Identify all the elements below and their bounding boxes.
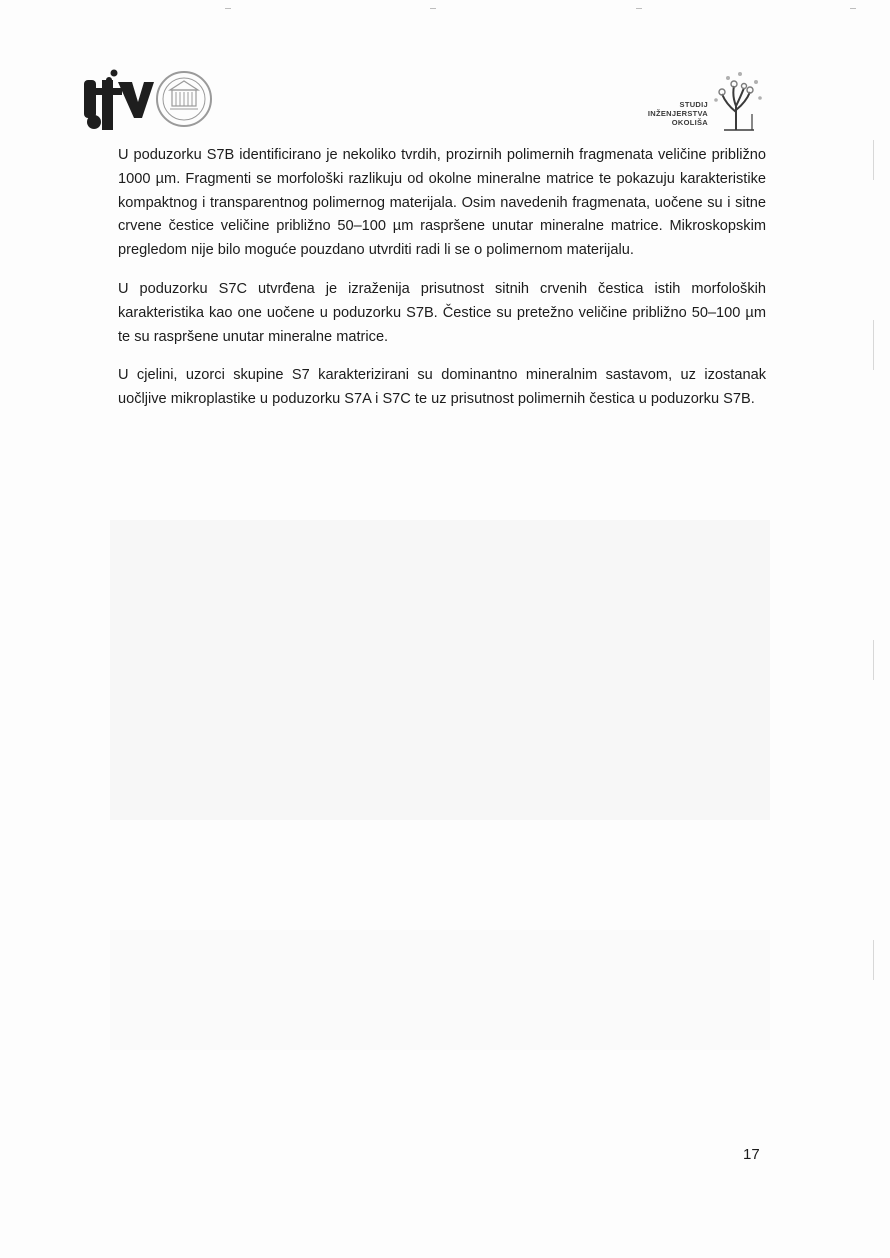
scan-artifact bbox=[110, 930, 770, 1050]
paragraph: U poduzorku S7C utvrđena je izraženija prisutnost sitnih crvenih čestica istih morfoloških karakteristika kao one uočene u poduzorku S7B. Čestice su pretežno veličine približno 50–100 µm te su raspršene unutar mineralne matrice. bbox=[118, 280, 766, 345]
paragraph: U poduzorku S7B identificirano je nekoliko tvrdih, prozirnih polimernih fragmenata veličine približno 1000 µm. Fragmenti se morfološki razlikuju od okolne mineralne matrice te pokazuju karakteristike kompaktnog i transparentnog polimernog materijala. Osim navedenih fragmenata, uočene su i sitne crvene čestice veličine približno 50–100 µm raspršene unutar mineralne matrice. Mikroskopskim pregledom nije bilo moguće pouzdano utvrditi radi li se o polimernom materijalu. bbox=[118, 147, 766, 259]
page-header bbox=[80, 66, 770, 138]
scan-tick bbox=[430, 8, 436, 9]
page-number: 17 bbox=[743, 1146, 760, 1163]
tree-icon bbox=[706, 68, 768, 132]
scan-edge-mark bbox=[873, 140, 874, 180]
scan-edge-mark bbox=[873, 320, 874, 370]
environmental-engineering-logo bbox=[570, 68, 770, 134]
paragraph: U cjelini, uzorci skupine S7 karakterizirani su dominantno mineralnim sastavom, uz izostanak uočljive mikroplastike u poduzorku S7A i S7C te uz prisutnost polimernih čestica u poduzorku S7B. bbox=[118, 367, 766, 408]
logo-caption bbox=[648, 100, 708, 127]
scan-tick bbox=[850, 8, 856, 9]
document-body bbox=[118, 144, 766, 427]
logo-caption-line: OKOLIŠA bbox=[671, 118, 708, 127]
logo-caption-line: INŽENJERSTVA bbox=[647, 109, 708, 118]
scan-tick bbox=[225, 8, 231, 9]
logo-caption-line: STUDIJ bbox=[679, 100, 708, 109]
scan-edge-mark bbox=[873, 640, 874, 680]
faculty-logo bbox=[80, 66, 215, 136]
scan-tick bbox=[636, 8, 642, 9]
scan-edge-mark bbox=[873, 940, 874, 980]
scan-artifact bbox=[110, 520, 770, 820]
